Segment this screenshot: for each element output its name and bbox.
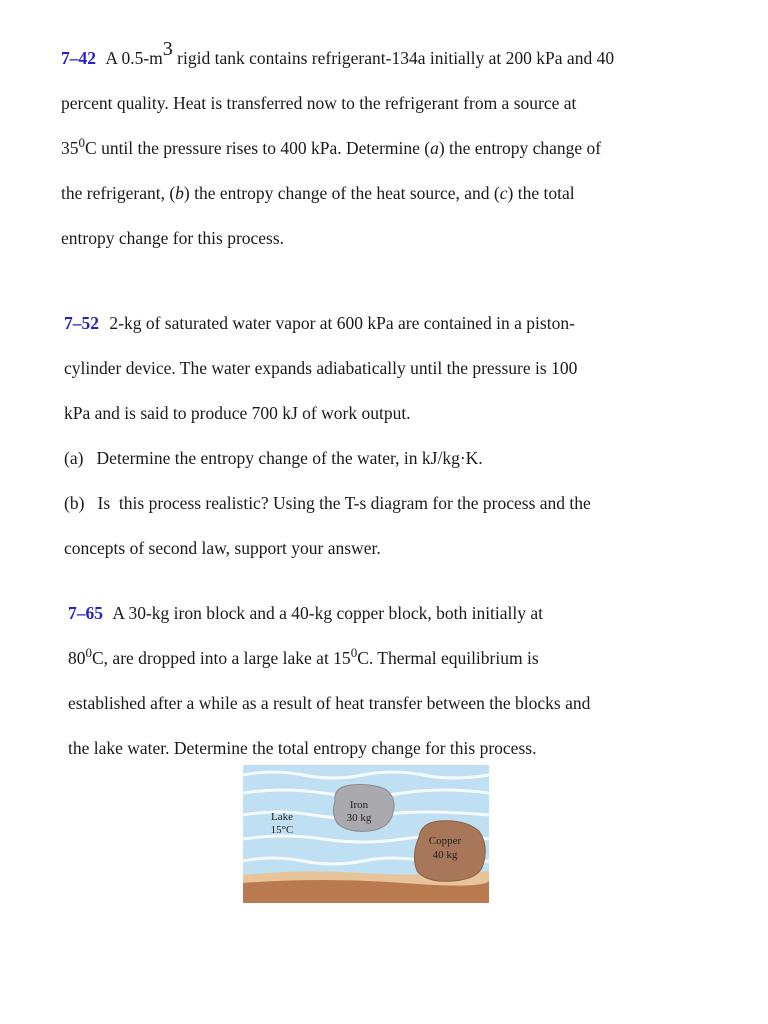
problem-text: A 0.5-m — [105, 48, 163, 68]
lake-blocks-figure — [243, 765, 489, 903]
part-letter: b — [175, 183, 184, 203]
problem-line — [61, 36, 727, 81]
lake-label-line1: Lake — [271, 811, 293, 823]
problem-text: the refrigerant, ( — [61, 183, 176, 203]
superscript: 3 — [162, 38, 173, 60]
problem-line — [61, 126, 727, 171]
part-letter: c — [499, 183, 508, 203]
temperature-value: 80 — [68, 648, 86, 668]
copper-label-line1: Copper — [428, 835, 462, 847]
problem-line — [68, 636, 700, 681]
problem-7-42 — [61, 36, 727, 261]
problem-text: 2-kg of saturated water vapor at 600 kPa are contained in a piston- — [109, 313, 575, 333]
problem-line — [64, 301, 708, 346]
iron-label-line1: Iron — [349, 799, 369, 811]
temperature-unit: C — [85, 138, 102, 158]
problem-part-b: (b) Is this process realistic? Using the T-s diagram for the process and the — [64, 493, 591, 513]
degree-superscript: 0 — [78, 135, 85, 151]
problem-line: concepts of second law, support your answer. — [64, 538, 381, 558]
problem-line: cylinder device. The water expands adiabatically until the pressure is 100 — [64, 358, 578, 378]
problem-line: kPa and is said to produce 700 kJ of work output. — [64, 403, 411, 423]
problem-text: C, are dropped into a large lake at 15 — [92, 648, 351, 668]
problem-text: until the pressure rises to 400 kPa. Determine ( — [101, 138, 431, 158]
problem-line: percent quality. Heat is transferred now to the refrigerant from a source at — [61, 93, 577, 113]
copper-label-line2: 40 kg — [432, 849, 458, 861]
problem-number: 7–42 — [61, 48, 96, 68]
iron-label-line2: 30 kg — [346, 812, 372, 824]
part-letter: a — [430, 138, 439, 158]
problem-7-52 — [64, 301, 708, 571]
problem-text: ) the entropy change of the heat source, and ( — [183, 183, 500, 203]
lake-label-line2: 15°C — [270, 824, 294, 836]
problem-text: A 30-kg iron block and a 40-kg copper block, both initially at — [112, 603, 544, 623]
problem-line — [61, 171, 727, 216]
problem-text: ) the total — [507, 183, 575, 203]
temperature-value: 35 — [61, 138, 79, 158]
degree-superscript: 0 — [85, 645, 92, 661]
problem-line: entropy change for this process. — [61, 228, 285, 248]
problem-text: rigid tank contains refrigerant-134a initially at 200 kPa and 40 — [177, 48, 615, 68]
problem-line — [68, 591, 700, 636]
problem-text: C. Thermal equilibrium is — [357, 648, 539, 668]
problem-text: ) the entropy change of — [438, 138, 602, 158]
problem-number: 7–65 — [68, 603, 103, 623]
problem-line: established after a while as a result of heat transfer between the blocks and — [68, 693, 591, 713]
problem-line: the lake water. Determine the total entropy change for this process. — [68, 738, 537, 758]
problem-number: 7–52 — [64, 313, 99, 333]
problem-7-65 — [68, 591, 700, 771]
problem-part-a: (a) Determine the entropy change of the water, in kJ/kg·K. — [64, 448, 483, 468]
degree-superscript: 0 — [350, 645, 358, 661]
